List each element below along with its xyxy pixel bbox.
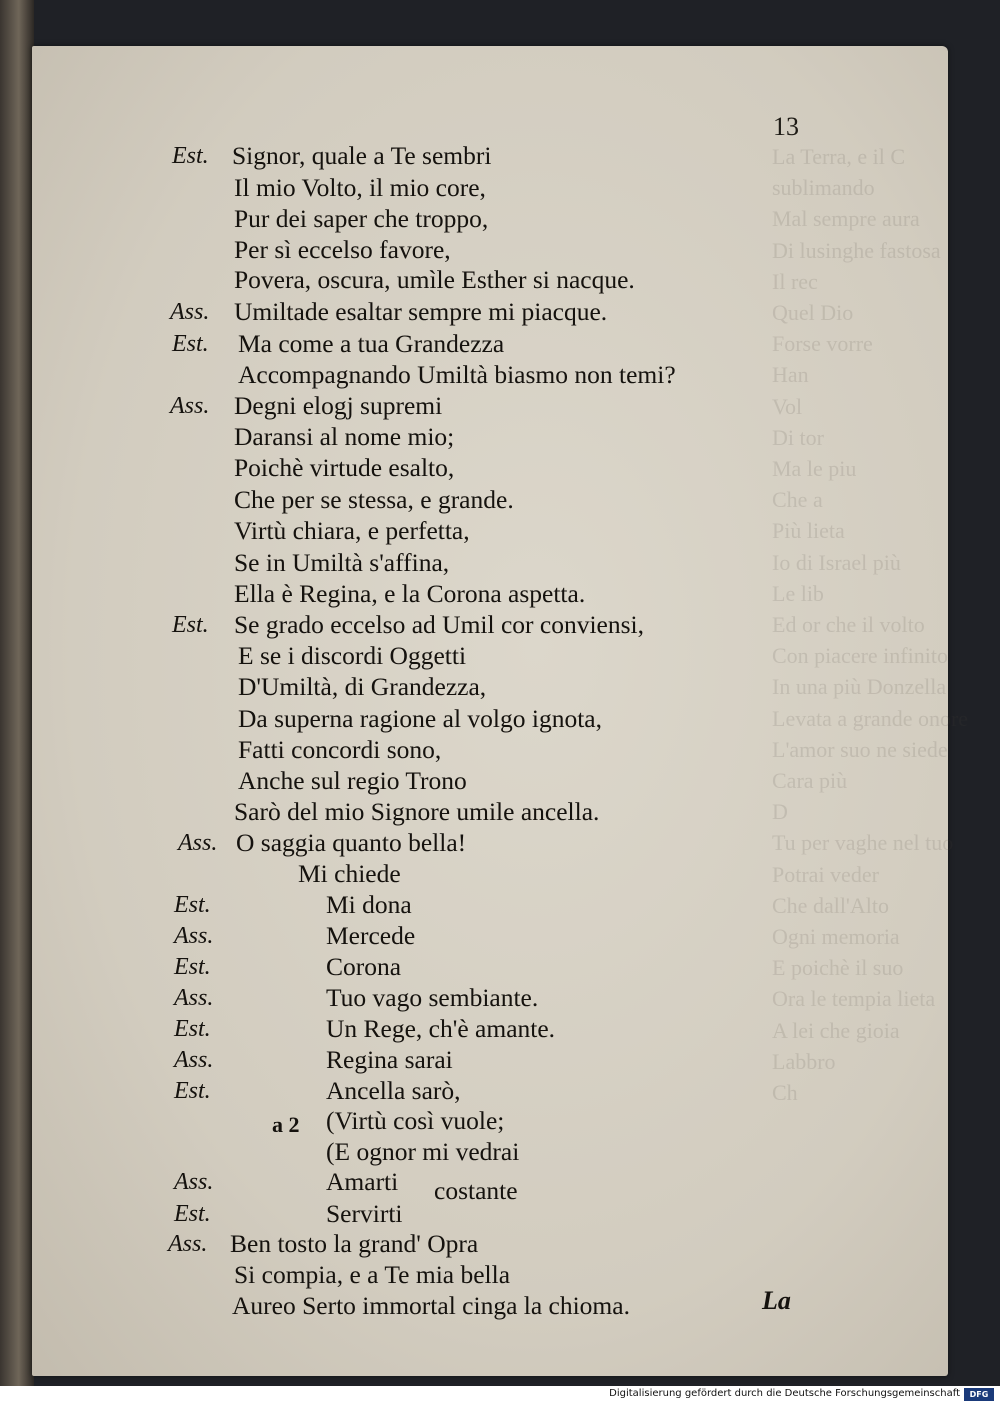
verse-text: Mi chiede <box>298 859 401 888</box>
verse-line <box>0 671 720 703</box>
verse-text: Tuo vago sembiante. <box>326 983 539 1012</box>
verse-line <box>0 982 720 1014</box>
catchword: La <box>762 1286 791 1315</box>
verse-line <box>0 421 720 453</box>
show-through-text: La Terra, e il C sublimando Mal sempre aura Di lusinghe fastosa Il rec Quel Dio Forse vorre Han Vol Di tor Ma le piu Che a Più lieta Io di Israel più Le lib Ed or che il volto Con piacere infinito In una più Donzella Levata a grande onore L'amor suo ne siede Cara più D Tu per vaghe nel tuo Potrai veder Che dall'Alto Ogni memoria E poichè il suo Ora le tempia lieta A lei che gioia Labbro Ch <box>772 144 969 1106</box>
verse-line <box>0 1259 720 1291</box>
verse-line <box>0 703 720 735</box>
speaker-label: Ass. <box>178 830 218 856</box>
speaker-label: Est. <box>172 612 209 638</box>
verse-text: Da superna ragione al volgo ignota, <box>238 704 602 733</box>
verse-text: Si compia, e a Te mia bella <box>234 1260 511 1289</box>
verse-line <box>0 234 720 266</box>
speaker-label: Ass. <box>174 1047 214 1073</box>
verse-text: Per sì eccelso favore, <box>234 235 451 264</box>
verse-text: Degni elogj supremi <box>234 391 443 420</box>
verse-line <box>0 547 720 579</box>
verse-line <box>0 1013 720 1045</box>
verse-text: Che per se stessa, e grande. <box>234 485 514 514</box>
verse-line <box>0 609 720 641</box>
verse-line <box>0 640 720 672</box>
verse-text: Ancella sarò, <box>326 1076 461 1105</box>
dfg-logo: DFG <box>964 1388 994 1401</box>
verse-text: Umiltade esaltar sempre mi piacque. <box>234 297 608 326</box>
verse-line <box>0 1228 720 1260</box>
speaker-label: Est. <box>174 954 211 980</box>
verse-text: D'Umiltà, di Grandezza, <box>238 672 487 701</box>
verse-text: Servirti <box>326 1199 403 1228</box>
verse-line <box>0 734 720 766</box>
duet-marker: a 2 <box>272 1112 300 1137</box>
verse-line <box>0 515 720 547</box>
verse-line <box>0 172 720 204</box>
verse-text: O saggia quanto bella! <box>236 828 467 857</box>
verse-text: Sarò del mio Signore umile ancella. <box>234 797 600 826</box>
verse-text: Anche sul regio Trono <box>238 766 467 795</box>
verse-text: Mercede <box>326 921 416 950</box>
speaker-label: Est. <box>174 892 211 918</box>
verse-line <box>0 951 720 983</box>
verse-line <box>0 889 720 921</box>
verse-line <box>0 858 720 890</box>
verse-text: Virtù chiara, e perfetta, <box>234 516 470 545</box>
verse-text: Corona <box>326 952 402 981</box>
verse-line <box>0 1044 720 1076</box>
speaker-label: Ass. <box>174 923 214 949</box>
verse-line <box>0 1166 720 1198</box>
verse-line <box>0 1198 720 1230</box>
verse-text: Se in Umiltà s'affina, <box>234 548 450 577</box>
verse-line <box>0 140 720 172</box>
speaker-label: Ass. <box>170 393 210 419</box>
verse-text: Daransi al nome mio; <box>234 422 455 451</box>
verse-text: Il mio Volto, il mio core, <box>234 173 486 202</box>
verse-text: Se grado eccelso ad Umil cor conviensi, <box>234 610 644 639</box>
verse-line <box>0 390 720 422</box>
verse-text: Ben tosto la grand' Opra <box>230 1229 479 1258</box>
verse-line <box>0 827 720 859</box>
verse-text: Pur dei saper che troppo, <box>234 204 489 233</box>
verse-line <box>0 1075 720 1107</box>
speaker-label: Ass. <box>174 985 214 1011</box>
verse-text: Povera, oscura, umìle Esther si nacque. <box>234 265 635 294</box>
verse-text: Amarti <box>326 1167 399 1196</box>
verse-text: Un Rege, ch'è amante. <box>326 1014 556 1043</box>
verse-line <box>0 264 720 296</box>
speaker-label: Est. <box>174 1078 211 1104</box>
verse-text: Accompagnando Umiltà biasmo non temi? <box>238 360 676 389</box>
verse-text: Regina sarai <box>326 1045 453 1074</box>
verse-line <box>0 359 720 391</box>
speaker-label: Ass. <box>170 299 210 325</box>
verse-text: Mi dona <box>326 890 412 919</box>
verse-text: Aureo Serto immortal cinga la chioma. <box>232 1291 630 1320</box>
verse-line <box>0 1105 720 1137</box>
verse-text: Signor, quale a Te sembri <box>232 141 492 170</box>
speaker-label: Ass. <box>168 1231 208 1257</box>
verse-line <box>0 1136 720 1168</box>
verse-text: E se i discordi Oggetti <box>238 641 467 670</box>
funding-credit: Digitalisierung gefördert durch die Deutsche Forschungsgemeinschaft <box>609 1388 960 1399</box>
verse-text: Ma come a tua Grandezza <box>238 329 505 358</box>
speaker-label: Est. <box>172 143 209 169</box>
verse-text: Ella è Regina, e la Corona aspetta. <box>234 579 586 608</box>
verse-line <box>0 765 720 797</box>
verse-line <box>0 578 720 610</box>
verse-line <box>0 1290 720 1322</box>
verse-text: Fatti concordi sono, <box>238 735 442 764</box>
verse-line <box>0 920 720 952</box>
page-number: 13 <box>773 112 799 141</box>
speaker-label: Ass. <box>174 1169 214 1195</box>
speaker-label: Est. <box>174 1201 211 1227</box>
verse-text: (E ognor mi vedrai <box>326 1137 520 1166</box>
verse-line <box>0 452 720 484</box>
verse-text: (Virtù così vuole; <box>326 1106 505 1135</box>
verse-text: Poichè virtude esalto, <box>234 453 455 482</box>
verse-line <box>0 484 720 516</box>
costante-label: costante <box>434 1176 518 1205</box>
verse-line <box>0 796 720 828</box>
verse-line <box>0 296 720 328</box>
speaker-label: Est. <box>174 1016 211 1042</box>
footer-bar <box>0 1386 1000 1404</box>
speaker-label: Est. <box>172 331 209 357</box>
verse-line <box>0 328 720 360</box>
verse-line <box>0 203 720 235</box>
